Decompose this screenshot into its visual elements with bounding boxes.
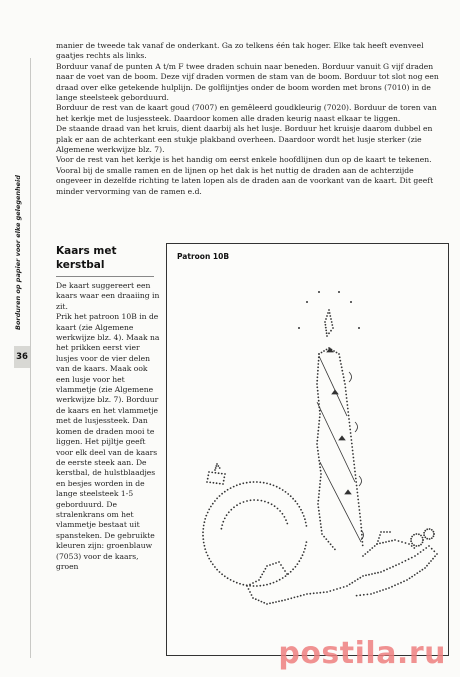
section-heading: Kaars met kerstbal	[56, 245, 117, 271]
body-paragraph: manier de tweede tak vanaf de onderkant. Ga zo telkens één tak hoger. Elke tak heeft evenveel gaatjes rechts als links.	[56, 41, 424, 61]
pattern-label: Patroon 10B	[177, 252, 230, 261]
section-text	[56, 281, 160, 572]
section-paragraph: Prik het patroon 10B in de kaart (zie Algemene werkwijze blz. 4). Maak na het prikken eerst vier lusjes voor de vier delen van de kaars. Maak ook een lusje voor het vlammetje (zie Algemene werkwijze blz. 7). Borduur de kaars en het vlammetje met de lusjessteek. Dan komen de draden mooi te liggen. Het pijltje geeft voor elk deel van de kaars de eerste steek aan. De kerstbal, de hulstblaadjes en besjes worden in de lange steelsteek 1-5 geborduurd. De stralenkrans om het vlammetje bestaat uit spansteken. De gebruikte kleuren zijn: groenblauw (7053) voor de kaars, groen	[56, 312, 160, 571]
body-paragraph: Borduur de rest van de kaart goud (7007) en gemêleerd goudkleurig (7020). Borduur de toren van het kerkje met de lusjessteek. Daardoor komen alle draden keurig naast elkaar te liggen.	[56, 103, 437, 123]
pattern-figure	[166, 243, 449, 656]
page-number: 36	[14, 346, 30, 368]
body-text	[56, 41, 449, 197]
body-paragraph: Voor de rest van het kerkje is het handig om eerst enkele hoofdlijnen dun op de kaart te tekenen. Vooral bij de smalle ramen en de lijnen op het dak is het nuttig de draden aan de achterzijde ongeveer in dezelfde richting te laten lopen als de draden aan de voorkant van de kaart. Dit geeft minder vervorming van de ramen e.d.	[56, 155, 434, 196]
sidebar-divider	[30, 58, 31, 658]
running-title: Borduren op papier voor elke gelegenheid	[14, 175, 22, 330]
body-paragraph: Borduur vanaf de punten A t/m F twee draden schuin naar beneden. Borduur vanuit G vijf draden naar de voet van de boom. Deze vijf draden vormen de stam van de boom. Borduur tot slot nog een draad over elke getekende hulplijn. De golflijntjes onder de boom worden met brons (7010) in de lange steelsteek geborduurd.	[56, 61, 439, 103]
watermark-text: postila.ru	[278, 636, 446, 671]
pattern-drawing	[167, 244, 450, 657]
section-paragraph: De kaart suggereert een kaars waar een draaiing in zit.	[56, 281, 160, 311]
body-paragraph: De staande draad van het kruis, dient daarbij als het lusje. Borduur het kruisje daarom dubbel en plak er aan de achterkant een stukje plakband overheen. Daardoor wordt het lusje sterker (zie Algemene werkwijze blz. 7).	[56, 124, 433, 155]
heading-rule	[56, 276, 154, 277]
watermark	[0, 635, 460, 677]
